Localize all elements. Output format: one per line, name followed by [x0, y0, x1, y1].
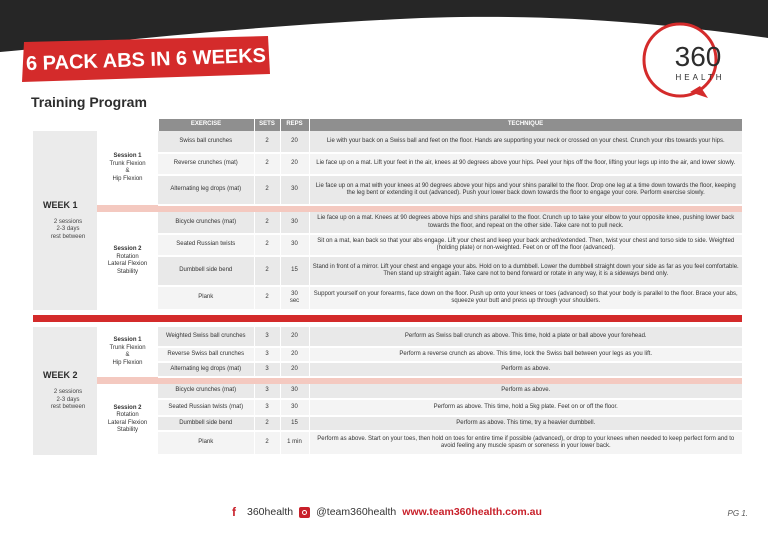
sets-cell: 2	[254, 416, 280, 431]
week-1-cell	[33, 131, 97, 310]
website-link[interactable]: www.team360health.com.au	[402, 506, 542, 518]
footer	[0, 506, 768, 526]
session-desc: Rotation Lateral Flexion Stability	[107, 253, 148, 275]
exercise-cell: Reverse Swiss ball crunches	[158, 347, 254, 362]
session-divider	[33, 377, 742, 384]
exercise-cell: Alternating leg drops (mat)	[158, 362, 254, 377]
title-banner	[20, 36, 272, 82]
exercise-cell: Seated Russian twists (mat)	[158, 399, 254, 416]
technique-cell: Lie face up on a mat with your knees at 90 degrees above your hips and your shins parallel to the floor. Drop one leg at a time down towards the floor, keeping the leg bent or extending it out (advanced). Push your lower back down towards the floor to engage your core. Perform exercise slowly.	[309, 175, 742, 205]
header-sets: SETS	[254, 119, 280, 131]
reps-cell	[280, 286, 309, 310]
technique-cell: Lie with your back on a Swiss ball and feet on the floor. Hands are supporting your neck or crossed on your chest. Crunch your ribs towards your hips.	[309, 131, 742, 153]
week-2-session-2	[97, 384, 158, 455]
week-1-session-2	[97, 212, 158, 310]
logo-number: 360	[674, 41, 722, 72]
instagram-icon	[299, 507, 310, 518]
reps-cell: 20	[280, 347, 309, 362]
reps-cell: 30	[280, 384, 309, 399]
session-name: Session 1	[113, 153, 142, 159]
reps-cell: 1 min	[280, 431, 309, 455]
week-1-rest: rest between	[50, 233, 86, 240]
logo-360-health	[628, 18, 746, 100]
technique-cell: Perform as above.	[309, 362, 742, 377]
technique-cell: Stand in front of a mirror. Lift your chest and engage your abs. Hold on to a dumbbell. Lower the dumbbell straight down your side as far as you feel comfortable. Then stand up straight again. Take care not to bend forward or rotate in any way, it is a sideways bend only.	[309, 256, 742, 286]
technique-cell: Lie face up on a mat. Lift your feet in the air, knees at 90 degrees above your hips. Peel your hips off the floor, lifting your legs up into the air, and lower slowly.	[309, 153, 742, 175]
technique-cell: Lie face up on a mat. Knees at 90 degrees above hips and shins parallel to the floor. Crunch up to take your elbow to your opposite knee, pushing lower back towards the floor, and repeat on the other side. Take care not to pull neck.	[309, 212, 742, 234]
reps-cell: 20	[280, 327, 309, 347]
table-header-row	[33, 119, 742, 131]
sets-cell: 2	[254, 286, 280, 310]
table-row	[33, 212, 742, 234]
session-name: Session 2	[113, 404, 142, 411]
week-1-days: 2-3 days	[56, 226, 80, 233]
technique-cell: Support yourself on your forearms, face down on the floor. Push up onto your knees or toes (advanced) so that your body is parallel to the floor. Brace your abs, squeeze your butt and press up through your shoulders.	[309, 286, 742, 310]
facebook-handle: 360health	[247, 506, 294, 518]
reps-cell: 30	[280, 399, 309, 416]
reps-cell: 15	[280, 416, 309, 431]
reps-cell: 30	[280, 175, 309, 205]
session-desc: Rotation Lateral Flexion Stability	[107, 412, 148, 433]
exercise-cell: Dumbbell side bend	[158, 256, 254, 286]
exercise-cell: Bicycle crunches (mat)	[158, 384, 254, 399]
reps-cell: 30	[280, 234, 309, 256]
week-1-sessions: 2 sessions	[53, 218, 83, 225]
sets-cell: 2	[254, 431, 280, 455]
sets-cell: 2	[254, 212, 280, 234]
session-desc: Trunk Flexion & Hip Flexion	[109, 344, 146, 366]
table-row	[33, 327, 742, 347]
facebook-icon: f	[232, 505, 236, 519]
technique-cell: Perform as above. Start on your toes, then hold on toes for entire time if possible (advanced), or drop to your knees when needed to keep perfect form and to avoid feeling any muscle spasm or soreness in your lower back.	[309, 431, 742, 455]
technique-cell: Perform as above. This time, try a heavier dumbbell.	[309, 416, 742, 431]
exercise-cell: Alternating leg drops (mat)	[158, 175, 254, 205]
week-2-cell	[33, 327, 97, 455]
sets-cell: 2	[254, 131, 280, 153]
session-desc: Trunk Flexion & Hip Flexion	[109, 160, 146, 182]
technique-cell: Sit on a mat, lean back so that your abs engage. Lift your chest and keep your back arched/extended. Then, twist your chest and torso side to side. Weighted (holding plate) or non-weighted. Feet on or off the floor (advanced).	[309, 234, 742, 256]
week-1-session-1	[97, 131, 158, 205]
session-name: Session 1	[113, 337, 142, 343]
exercise-cell: Seated Russian twists	[158, 234, 254, 256]
training-table	[33, 119, 743, 456]
week-2-rest: rest between	[50, 404, 86, 411]
technique-cell: Perform as above.	[309, 384, 742, 399]
page-number: PG 1.	[727, 509, 748, 518]
technique-cell: Perform a reverse crunch as above. This time, lock the Swiss ball between your legs as you lift.	[309, 347, 742, 362]
header-technique: TECHNIQUE	[309, 119, 742, 131]
week-2-sessions: 2 sessions	[53, 389, 83, 396]
table-row	[33, 131, 742, 153]
session-divider	[33, 205, 742, 212]
technique-cell: Perform as Swiss ball crunch as above. This time, hold a plate or ball above your forehead.	[309, 327, 742, 347]
week-2-label: WEEK 2	[43, 370, 78, 381]
reps-cell: 20	[280, 362, 309, 377]
sets-cell: 3	[254, 399, 280, 416]
technique-cell: Perform as above. This time, hold a 5kg plate. Feet on or off the floor.	[309, 399, 742, 416]
header-exercise: EXERCISE	[158, 119, 254, 131]
reps-value: 30	[291, 290, 298, 297]
reps-cell: 30	[280, 212, 309, 234]
exercise-cell: Bicycle crunches (mat)	[158, 212, 254, 234]
sets-cell: 2	[254, 234, 280, 256]
sets-cell: 2	[254, 153, 280, 175]
sets-cell: 2	[254, 256, 280, 286]
page-title: Training Program	[31, 94, 147, 110]
header-reps: REPS	[280, 119, 309, 131]
week-2-days: 2-3 days	[56, 396, 80, 403]
logo-word: HEALTH	[675, 73, 725, 82]
exercise-cell: Dumbbell side bend	[158, 416, 254, 431]
week-divider	[33, 315, 742, 322]
reps-cell: 15	[280, 256, 309, 286]
exercise-cell: Weighted Swiss ball crunches	[158, 327, 254, 347]
table-row	[33, 384, 742, 399]
week-1-label: WEEK 1	[43, 199, 78, 210]
session-name: Session 2	[113, 246, 142, 252]
reps-cell: 20	[280, 153, 309, 175]
footer-social	[232, 506, 542, 518]
banner-title-text: 6 PACK ABS IN 6 WEEKS	[25, 44, 267, 76]
sets-cell: 3	[254, 362, 280, 377]
sets-cell: 2	[254, 175, 280, 205]
sets-cell: 3	[254, 384, 280, 399]
reps-unit: sec	[289, 298, 300, 304]
reps-cell: 20	[280, 131, 309, 153]
week-2-session-1	[97, 327, 158, 377]
sets-cell: 3	[254, 327, 280, 347]
instagram-handle: @team360health	[316, 506, 397, 518]
exercise-cell: Plank	[158, 286, 254, 310]
exercise-cell: Swiss ball crunches	[158, 131, 254, 153]
sets-cell: 3	[254, 347, 280, 362]
exercise-cell: Plank	[158, 431, 254, 455]
exercise-cell: Reverse crunches (mat)	[158, 153, 254, 175]
